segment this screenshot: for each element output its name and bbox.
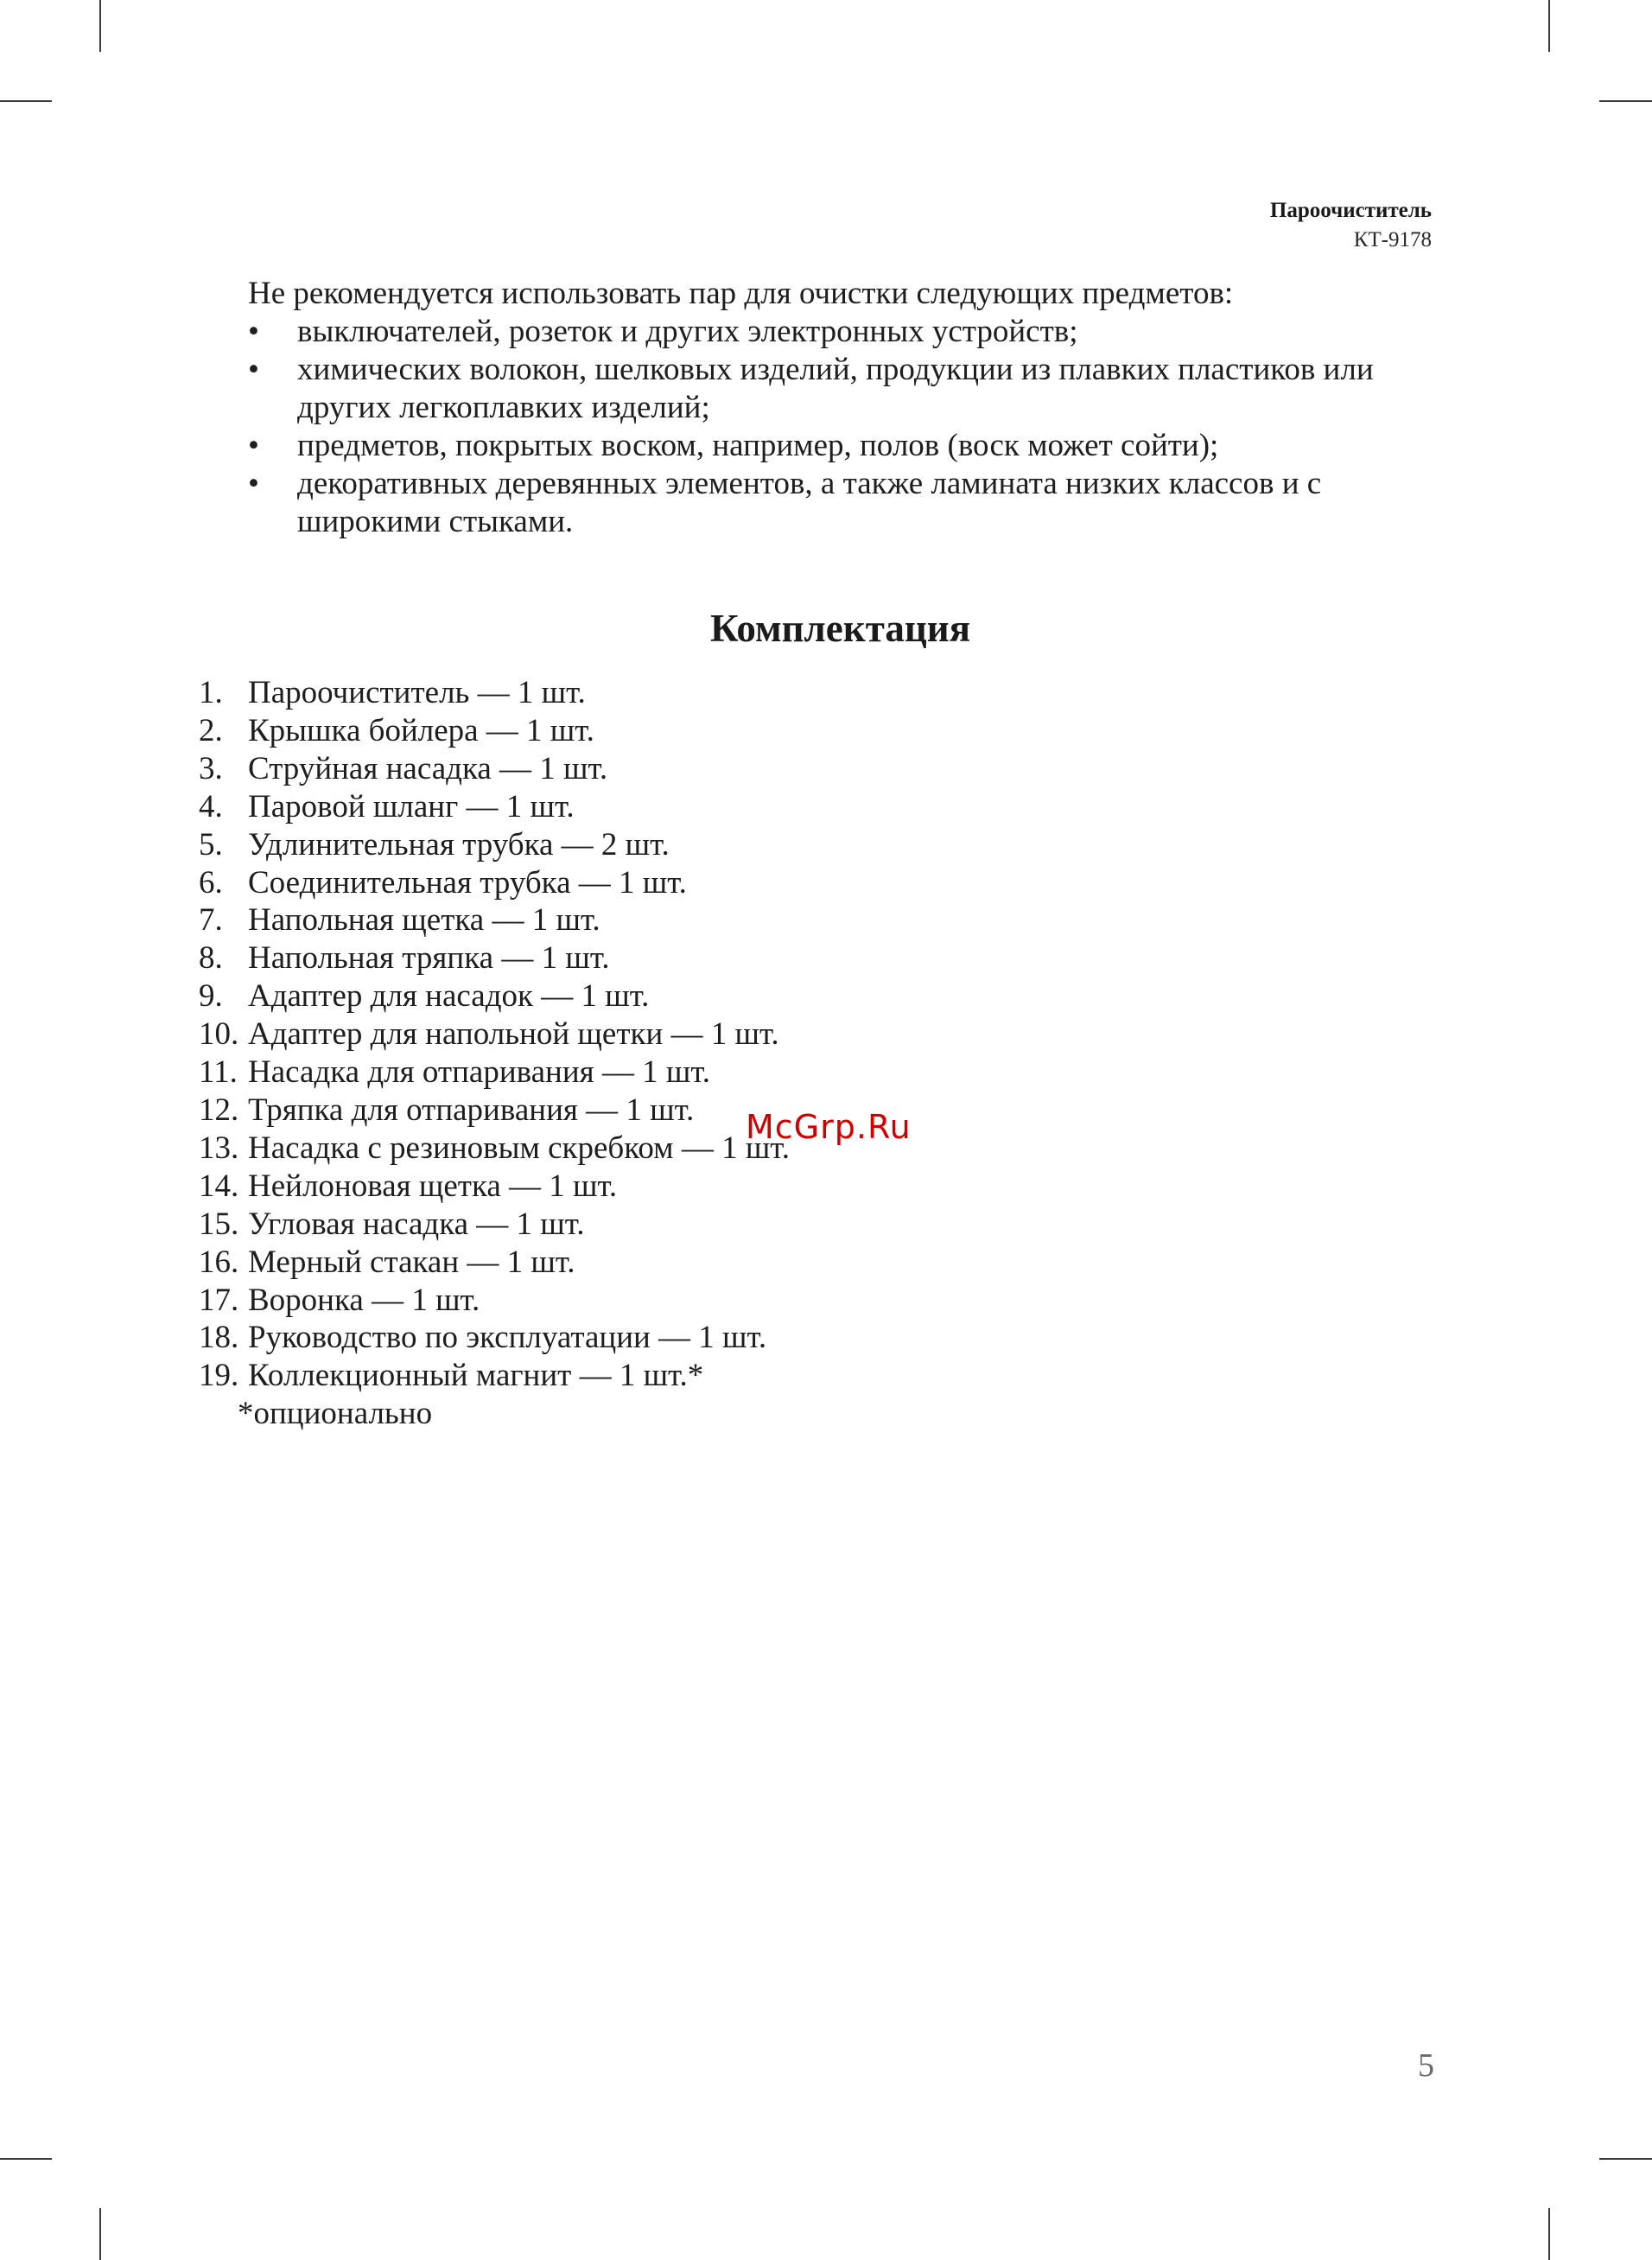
item-text: Мерный стакан — 1 шт.: [248, 1244, 575, 1280]
restriction-bullet-list: [248, 313, 1436, 541]
item-number: 13.: [199, 1130, 239, 1166]
list-item: [199, 1054, 790, 1092]
bullet-text: химических волокон, шелковых изделий, продукции из плавких пластиков или других легкоплавких изделий;: [297, 352, 1374, 425]
page-number: 5: [1418, 2047, 1434, 2084]
item-number: 11.: [199, 1054, 238, 1091]
item-number: 14.: [199, 1168, 239, 1204]
bullet-marker: •: [248, 352, 259, 387]
item-text: Соединительная трубка — 1 шт.: [248, 864, 687, 901]
item-text: Насадка для отпаривания — 1 шт.: [248, 1054, 711, 1091]
item-text: Напольная щетка — 1 шт.: [248, 902, 600, 939]
item-number: 1.: [199, 675, 223, 710]
list-item: [199, 977, 790, 1015]
watermark: McGrp.Ru: [746, 1108, 912, 1146]
crop-mark-bottom-right-vertical: [1548, 2208, 1550, 2260]
crop-mark-top-left-vertical: [99, 0, 101, 52]
item-text: Адаптер для напольной щетки — 1 шт.: [248, 1016, 779, 1053]
crop-mark-bottom-left-vertical: [99, 2208, 101, 2260]
list-item: [199, 1244, 790, 1282]
item-number: 6.: [199, 864, 223, 901]
item-text: Насадка с резиновым скребком — 1 шт.: [248, 1130, 790, 1166]
item-text: Крышка бойлера — 1 шт.: [248, 712, 594, 748]
item-number: 5.: [199, 826, 223, 863]
item-text: Паровой шланг — 1 шт.: [248, 788, 575, 824]
bullet-item: [248, 313, 1436, 351]
list-item: [199, 939, 790, 977]
crop-mark-top-right-vertical: [1548, 0, 1550, 52]
item-text: Пароочиститель — 1 шт.: [248, 675, 586, 710]
optional-footnote: *опционально: [238, 1396, 433, 1431]
list-item: [199, 826, 790, 864]
crop-mark-bottom-left-horizontal: [0, 2158, 52, 2160]
item-text: Коллекционный магнит — 1 шт.*: [248, 1358, 704, 1394]
item-text: Удлинительная трубка — 2 шт.: [248, 826, 670, 863]
item-number: 10.: [199, 1016, 239, 1053]
item-text: Нейлоновая щетка — 1 шт.: [248, 1168, 618, 1204]
item-number: 12.: [199, 1092, 239, 1128]
crop-mark-top-left-horizontal: [0, 100, 52, 102]
bullet-marker: •: [248, 428, 259, 463]
item-text: Тряпка для отпаривания — 1 шт.: [248, 1092, 695, 1128]
bullet-text: предметов, покрытых воском, например, полов (воск может сойти);: [297, 428, 1219, 463]
item-text: Адаптер для насадок — 1 шт.: [248, 978, 650, 1015]
bullet-item: [248, 427, 1436, 465]
list-item: [199, 788, 790, 826]
header-model-number: КТ-9178: [1353, 228, 1432, 251]
item-number: 17.: [199, 1282, 239, 1318]
item-number: 2.: [199, 712, 223, 748]
item-text: Струйная насадка — 1 шт.: [248, 750, 608, 786]
bullet-text: декоративных деревянных элементов, а также ламината низких классов и с широкими стыками.: [297, 466, 1322, 539]
list-item: [199, 1092, 790, 1130]
item-text: Воронка — 1 шт.: [248, 1282, 480, 1318]
list-item: [199, 674, 790, 712]
bullet-marker: •: [248, 466, 259, 501]
item-number: 19.: [199, 1358, 239, 1394]
item-number: 18.: [199, 1320, 239, 1356]
item-number: 7.: [199, 902, 223, 939]
list-item: [199, 1319, 790, 1357]
list-item: [199, 1015, 790, 1054]
item-number: 15.: [199, 1206, 239, 1242]
item-text: Напольная тряпка — 1 шт.: [248, 940, 610, 977]
item-number: 8.: [199, 940, 223, 977]
crop-mark-top-right-horizontal: [1599, 100, 1652, 102]
list-item: [199, 1357, 790, 1395]
list-item: [199, 864, 790, 902]
list-item: [199, 901, 790, 939]
item-number: 3.: [199, 750, 223, 786]
list-item: [199, 1206, 790, 1244]
list-item: [199, 712, 790, 750]
section-title-contents: Комплектация: [709, 607, 971, 650]
item-number: 4.: [199, 788, 223, 824]
list-item: [199, 1282, 790, 1320]
item-number: 9.: [199, 978, 223, 1015]
bullet-text: выключателей, розеток и других электронных устройств;: [297, 314, 1078, 349]
bullet-item: [248, 351, 1436, 427]
item-text: Угловая насадка — 1 шт.: [248, 1206, 585, 1242]
list-item: [199, 1168, 790, 1206]
intro-paragraph: Не рекомендуется использовать пар для очистки следующих предметов:: [248, 276, 1234, 311]
item-number: 16.: [199, 1244, 239, 1280]
bullet-item: [248, 465, 1436, 541]
crop-mark-bottom-right-horizontal: [1599, 2158, 1652, 2160]
header-product-title: Пароочиститель: [1269, 199, 1432, 222]
list-item: [199, 750, 790, 788]
item-text: Руководство по эксплуатации — 1 шт.: [248, 1320, 767, 1356]
list-item: [199, 1130, 790, 1168]
bullet-marker: •: [248, 314, 259, 349]
package-contents-list: [199, 674, 790, 1395]
